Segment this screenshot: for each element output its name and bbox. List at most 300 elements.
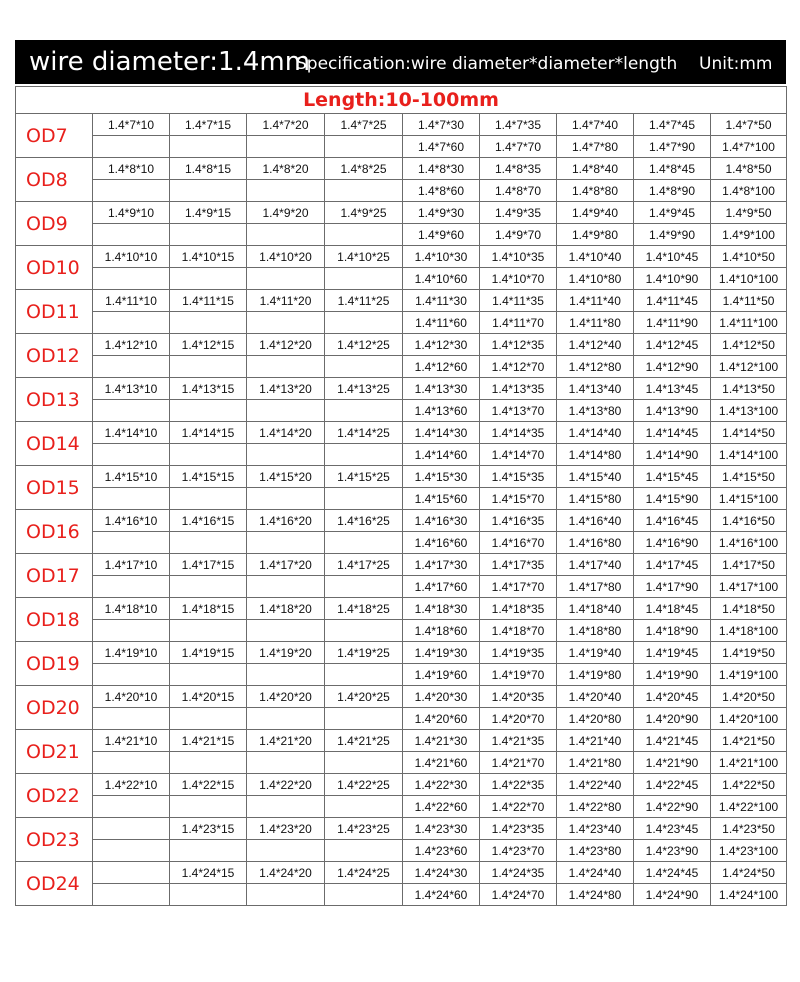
spec-cell: 1.4*17*30	[403, 554, 480, 576]
spec-cell: 1.4*21*70	[480, 752, 557, 774]
spec-cell: 1.4*10*60	[403, 268, 480, 290]
spec-cell: 1.4*15*80	[557, 488, 634, 510]
unit-text: Unit:mm	[699, 54, 773, 74]
spec-cell	[93, 620, 170, 642]
spec-cell: 1.4*20*100	[711, 708, 787, 730]
spec-cell: 1.4*20*80	[557, 708, 634, 730]
od-label: OD13	[16, 378, 93, 422]
spec-cell: 1.4*17*45	[634, 554, 711, 576]
table-row	[16, 356, 787, 378]
spec-cell: 1.4*14*30	[403, 422, 480, 444]
table-row	[16, 752, 787, 774]
spec-cell	[170, 312, 247, 334]
spec-cell: 1.4*11*60	[403, 312, 480, 334]
spec-cell: 1.4*12*60	[403, 356, 480, 378]
spec-cell: 1.4*19*20	[247, 642, 325, 664]
spec-cell: 1.4*16*80	[557, 532, 634, 554]
spec-cell: 1.4*12*100	[711, 356, 787, 378]
spec-cell: 1.4*9*15	[170, 202, 247, 224]
spec-cell	[247, 884, 325, 906]
spec-cell: 1.4*16*30	[403, 510, 480, 532]
spec-cell: 1.4*12*80	[557, 356, 634, 378]
spec-cell: 1.4*24*15	[170, 862, 247, 884]
spec-cell	[247, 532, 325, 554]
spec-cell: 1.4*10*90	[634, 268, 711, 290]
spec-cell: 1.4*18*15	[170, 598, 247, 620]
spec-cell: 1.4*22*40	[557, 774, 634, 796]
spec-cell: 1.4*9*20	[247, 202, 325, 224]
spec-cell: 1.4*19*45	[634, 642, 711, 664]
spec-cell: 1.4*15*30	[403, 466, 480, 488]
table-row	[16, 444, 787, 466]
spec-cell: 1.4*20*40	[557, 686, 634, 708]
table-row	[16, 180, 787, 202]
spec-cell: 1.4*8*60	[403, 180, 480, 202]
table-row	[16, 466, 787, 488]
spec-cell	[170, 136, 247, 158]
spec-cell: 1.4*13*50	[711, 378, 787, 400]
spec-cell: 1.4*12*15	[170, 334, 247, 356]
spec-cell: 1.4*12*45	[634, 334, 711, 356]
spec-cell: 1.4*21*80	[557, 752, 634, 774]
table-row	[16, 246, 787, 268]
spec-cell: 1.4*23*40	[557, 818, 634, 840]
spec-cell: 1.4*15*35	[480, 466, 557, 488]
spec-cell: 1.4*24*90	[634, 884, 711, 906]
spec-cell: 1.4*23*25	[325, 818, 403, 840]
spec-cell: 1.4*18*90	[634, 620, 711, 642]
spec-cell: 1.4*11*100	[711, 312, 787, 334]
spec-cell: 1.4*16*45	[634, 510, 711, 532]
table-row	[16, 664, 787, 686]
spec-cell: 1.4*24*70	[480, 884, 557, 906]
od-label: OD11	[16, 290, 93, 334]
spec-cell: 1.4*23*30	[403, 818, 480, 840]
spec-cell: 1.4*18*80	[557, 620, 634, 642]
od-label: OD15	[16, 466, 93, 510]
spec-cell	[325, 664, 403, 686]
spec-cell	[170, 180, 247, 202]
spec-cell: 1.4*8*15	[170, 158, 247, 180]
spec-cell: 1.4*12*30	[403, 334, 480, 356]
spec-cell	[247, 488, 325, 510]
spec-cell: 1.4*24*80	[557, 884, 634, 906]
spec-cell: 1.4*11*10	[93, 290, 170, 312]
spec-cell	[325, 356, 403, 378]
spec-cell: 1.4*17*40	[557, 554, 634, 576]
spec-cell: 1.4*18*100	[711, 620, 787, 642]
spec-cell: 1.4*10*20	[247, 246, 325, 268]
spec-cell: 1.4*10*35	[480, 246, 557, 268]
spec-cell	[247, 400, 325, 422]
spec-cell	[93, 752, 170, 774]
od-label: OD22	[16, 774, 93, 818]
spec-cell	[93, 356, 170, 378]
spec-cell: 1.4*23*60	[403, 840, 480, 862]
spec-cell: 1.4*22*30	[403, 774, 480, 796]
spec-cell: 1.4*17*15	[170, 554, 247, 576]
spec-cell: 1.4*21*90	[634, 752, 711, 774]
spec-cell: 1.4*18*30	[403, 598, 480, 620]
spec-cell	[93, 664, 170, 686]
spec-cell: 1.4*13*35	[480, 378, 557, 400]
table-row	[16, 774, 787, 796]
table-row	[16, 840, 787, 862]
spec-cell: 1.4*7*35	[480, 114, 557, 136]
spec-cell: 1.4*9*45	[634, 202, 711, 224]
table-row	[16, 268, 787, 290]
spec-cell: 1.4*10*25	[325, 246, 403, 268]
spec-cell: 1.4*14*70	[480, 444, 557, 466]
spec-cell: 1.4*8*30	[403, 158, 480, 180]
table-row	[16, 378, 787, 400]
spec-cell	[93, 576, 170, 598]
spec-cell: 1.4*7*15	[170, 114, 247, 136]
spec-cell	[325, 752, 403, 774]
spec-cell: 1.4*15*90	[634, 488, 711, 510]
od-label: OD23	[16, 818, 93, 862]
spec-cell: 1.4*11*90	[634, 312, 711, 334]
spec-cell: 1.4*12*25	[325, 334, 403, 356]
spec-cell	[247, 796, 325, 818]
spec-cell: 1.4*18*35	[480, 598, 557, 620]
spec-cell: 1.4*19*35	[480, 642, 557, 664]
spec-cell: 1.4*14*35	[480, 422, 557, 444]
specification-text: Specification:wire diameter*diameter*length	[296, 54, 678, 74]
spec-cell: 1.4*9*25	[325, 202, 403, 224]
spec-cell	[170, 884, 247, 906]
table-row	[16, 620, 787, 642]
spec-cell: 1.4*15*70	[480, 488, 557, 510]
table-row	[16, 708, 787, 730]
spec-cell: 1.4*7*50	[711, 114, 787, 136]
spec-cell	[325, 620, 403, 642]
spec-cell: 1.4*23*90	[634, 840, 711, 862]
spec-cell: 1.4*11*20	[247, 290, 325, 312]
spec-cell: 1.4*16*15	[170, 510, 247, 532]
table-row	[16, 796, 787, 818]
od-label: OD20	[16, 686, 93, 730]
spec-cell: 1.4*18*70	[480, 620, 557, 642]
spec-table-body	[16, 87, 787, 906]
spec-cell: 1.4*8*80	[557, 180, 634, 202]
spec-cell: 1.4*16*50	[711, 510, 787, 532]
spec-cell: 1.4*7*20	[247, 114, 325, 136]
spec-cell: 1.4*9*40	[557, 202, 634, 224]
spec-cell: 1.4*22*70	[480, 796, 557, 818]
spec-cell: 1.4*13*60	[403, 400, 480, 422]
spec-cell: 1.4*13*40	[557, 378, 634, 400]
spec-cell: 1.4*12*70	[480, 356, 557, 378]
spec-cell: 1.4*17*10	[93, 554, 170, 576]
spec-cell	[325, 444, 403, 466]
od-label: OD24	[16, 862, 93, 906]
spec-cell: 1.4*13*100	[711, 400, 787, 422]
spec-cell: 1.4*17*60	[403, 576, 480, 598]
spec-cell	[247, 268, 325, 290]
spec-cell: 1.4*7*60	[403, 136, 480, 158]
od-label: OD7	[16, 114, 93, 158]
table-row	[16, 202, 787, 224]
spec-cell: 1.4*23*100	[711, 840, 787, 862]
spec-cell: 1.4*13*30	[403, 378, 480, 400]
table-row	[16, 334, 787, 356]
od-label: OD8	[16, 158, 93, 202]
spec-cell	[325, 796, 403, 818]
spec-cell: 1.4*13*80	[557, 400, 634, 422]
spec-table	[15, 86, 787, 906]
table-row	[16, 290, 787, 312]
table-row	[16, 686, 787, 708]
spec-cell: 1.4*16*90	[634, 532, 711, 554]
spec-cell: 1.4*20*15	[170, 686, 247, 708]
spec-cell: 1.4*22*100	[711, 796, 787, 818]
od-label: OD19	[16, 642, 93, 686]
spec-cell: 1.4*13*45	[634, 378, 711, 400]
spec-cell: 1.4*8*100	[711, 180, 787, 202]
spec-cell: 1.4*21*50	[711, 730, 787, 752]
spec-cell: 1.4*10*100	[711, 268, 787, 290]
spec-cell: 1.4*24*100	[711, 884, 787, 906]
spec-cell: 1.4*10*10	[93, 246, 170, 268]
spec-cell: 1.4*10*45	[634, 246, 711, 268]
table-row	[16, 312, 787, 334]
spec-cell: 1.4*19*25	[325, 642, 403, 664]
od-label: OD9	[16, 202, 93, 246]
spec-cell	[247, 752, 325, 774]
spec-cell: 1.4*11*40	[557, 290, 634, 312]
table-row	[16, 136, 787, 158]
spec-cell: 1.4*15*15	[170, 466, 247, 488]
spec-cell: 1.4*17*100	[711, 576, 787, 598]
spec-cell: 1.4*23*80	[557, 840, 634, 862]
spec-cell: 1.4*13*25	[325, 378, 403, 400]
spec-cell: 1.4*11*25	[325, 290, 403, 312]
spec-cell: 1.4*18*45	[634, 598, 711, 620]
spec-cell: 1.4*13*90	[634, 400, 711, 422]
spec-cell: 1.4*9*60	[403, 224, 480, 246]
spec-cell: 1.4*9*80	[557, 224, 634, 246]
table-row	[16, 884, 787, 906]
table-row	[16, 224, 787, 246]
spec-cell: 1.4*14*45	[634, 422, 711, 444]
spec-cell: 1.4*23*20	[247, 818, 325, 840]
spec-cell: 1.4*14*25	[325, 422, 403, 444]
spec-cell: 1.4*22*25	[325, 774, 403, 796]
od-label: OD18	[16, 598, 93, 642]
spec-cell: 1.4*22*45	[634, 774, 711, 796]
spec-cell: 1.4*19*30	[403, 642, 480, 664]
spec-cell: 1.4*17*20	[247, 554, 325, 576]
spec-cell	[247, 444, 325, 466]
spec-cell: 1.4*8*50	[711, 158, 787, 180]
spec-cell: 1.4*18*25	[325, 598, 403, 620]
spec-cell	[170, 224, 247, 246]
spec-cell: 1.4*20*30	[403, 686, 480, 708]
spec-cell: 1.4*21*20	[247, 730, 325, 752]
spec-cell: 1.4*14*80	[557, 444, 634, 466]
spec-cell	[247, 664, 325, 686]
spec-cell: 1.4*21*35	[480, 730, 557, 752]
spec-cell	[247, 356, 325, 378]
spec-cell: 1.4*14*90	[634, 444, 711, 466]
spec-cell	[247, 136, 325, 158]
spec-cell: 1.4*22*35	[480, 774, 557, 796]
spec-cell: 1.4*10*50	[711, 246, 787, 268]
spec-cell	[93, 488, 170, 510]
spec-cell: 1.4*21*60	[403, 752, 480, 774]
spec-cell: 1.4*16*70	[480, 532, 557, 554]
spec-cell: 1.4*8*20	[247, 158, 325, 180]
spec-cell: 1.4*24*35	[480, 862, 557, 884]
spec-cell	[93, 884, 170, 906]
spec-cell: 1.4*8*10	[93, 158, 170, 180]
spec-cell: 1.4*15*60	[403, 488, 480, 510]
spec-cell	[93, 818, 170, 840]
spec-cell: 1.4*19*10	[93, 642, 170, 664]
table-row	[16, 642, 787, 664]
spec-cell: 1.4*17*90	[634, 576, 711, 598]
spec-cell: 1.4*10*70	[480, 268, 557, 290]
spec-cell: 1.4*20*50	[711, 686, 787, 708]
od-label: OD10	[16, 246, 93, 290]
spec-cell: 1.4*7*70	[480, 136, 557, 158]
table-row	[16, 862, 787, 884]
table-row	[16, 114, 787, 136]
spec-cell	[170, 840, 247, 862]
spec-cell: 1.4*24*45	[634, 862, 711, 884]
spec-cell: 1.4*17*35	[480, 554, 557, 576]
spec-cell: 1.4*21*15	[170, 730, 247, 752]
spec-cell	[247, 840, 325, 862]
spec-cell: 1.4*13*10	[93, 378, 170, 400]
spec-cell: 1.4*18*50	[711, 598, 787, 620]
spec-cell: 1.4*22*10	[93, 774, 170, 796]
spec-cell: 1.4*14*10	[93, 422, 170, 444]
od-label: OD21	[16, 730, 93, 774]
spec-cell: 1.4*13*15	[170, 378, 247, 400]
spec-cell	[170, 488, 247, 510]
spec-cell: 1.4*23*35	[480, 818, 557, 840]
spec-cell: 1.4*19*60	[403, 664, 480, 686]
spec-cell	[325, 312, 403, 334]
spec-cell: 1.4*18*40	[557, 598, 634, 620]
spec-cell	[93, 862, 170, 884]
spec-cell	[325, 136, 403, 158]
spec-cell: 1.4*22*90	[634, 796, 711, 818]
spec-cell	[170, 356, 247, 378]
spec-cell	[325, 884, 403, 906]
spec-cell: 1.4*20*60	[403, 708, 480, 730]
spec-cell: 1.4*9*50	[711, 202, 787, 224]
spec-cell: 1.4*19*40	[557, 642, 634, 664]
spec-cell: 1.4*13*20	[247, 378, 325, 400]
spec-cell	[170, 532, 247, 554]
spec-cell: 1.4*16*25	[325, 510, 403, 532]
table-row	[16, 510, 787, 532]
spec-cell: 1.4*21*45	[634, 730, 711, 752]
spec-cell: 1.4*15*45	[634, 466, 711, 488]
spec-cell: 1.4*18*60	[403, 620, 480, 642]
spec-cell	[247, 312, 325, 334]
spec-cell: 1.4*10*15	[170, 246, 247, 268]
spec-cell: 1.4*16*100	[711, 532, 787, 554]
spec-cell: 1.4*13*70	[480, 400, 557, 422]
spec-cell: 1.4*7*45	[634, 114, 711, 136]
spec-cell: 1.4*9*35	[480, 202, 557, 224]
spec-cell: 1.4*21*100	[711, 752, 787, 774]
spec-cell: 1.4*21*25	[325, 730, 403, 752]
spec-cell: 1.4*19*100	[711, 664, 787, 686]
spec-cell: 1.4*12*90	[634, 356, 711, 378]
spec-cell	[247, 620, 325, 642]
table-row	[16, 400, 787, 422]
spec-cell: 1.4*11*50	[711, 290, 787, 312]
spec-cell: 1.4*24*20	[247, 862, 325, 884]
spec-cell: 1.4*9*100	[711, 224, 787, 246]
wire-diameter-title: wire diameter:1.4mm	[29, 47, 311, 77]
spec-cell	[247, 180, 325, 202]
spec-cell: 1.4*17*80	[557, 576, 634, 598]
spec-cell	[325, 708, 403, 730]
spec-cell: 1.4*20*10	[93, 686, 170, 708]
spec-cell	[170, 796, 247, 818]
spec-cell: 1.4*11*80	[557, 312, 634, 334]
spec-cell: 1.4*24*25	[325, 862, 403, 884]
spec-cell: 1.4*19*50	[711, 642, 787, 664]
spec-cell	[170, 268, 247, 290]
length-label: Length:10-100mm	[16, 87, 787, 114]
spec-cell: 1.4*20*25	[325, 686, 403, 708]
spec-cell: 1.4*9*70	[480, 224, 557, 246]
header-bar	[15, 40, 786, 84]
spec-cell: 1.4*9*90	[634, 224, 711, 246]
spec-cell: 1.4*17*50	[711, 554, 787, 576]
spec-cell	[93, 796, 170, 818]
spec-cell	[93, 444, 170, 466]
spec-cell	[170, 708, 247, 730]
spec-cell: 1.4*7*90	[634, 136, 711, 158]
spec-cell: 1.4*15*10	[93, 466, 170, 488]
spec-cell	[325, 268, 403, 290]
table-row	[16, 598, 787, 620]
spec-cell	[170, 664, 247, 686]
spec-cell: 1.4*23*70	[480, 840, 557, 862]
spec-cell: 1.4*7*30	[403, 114, 480, 136]
spec-cell	[325, 840, 403, 862]
spec-cell: 1.4*24*40	[557, 862, 634, 884]
spec-cell	[93, 708, 170, 730]
spec-cell: 1.4*15*25	[325, 466, 403, 488]
spec-cell: 1.4*8*70	[480, 180, 557, 202]
spec-cell: 1.4*16*10	[93, 510, 170, 532]
spec-cell	[93, 136, 170, 158]
spec-cell	[247, 576, 325, 598]
spec-cell	[93, 224, 170, 246]
spec-cell	[93, 400, 170, 422]
table-row	[16, 488, 787, 510]
spec-cell: 1.4*22*60	[403, 796, 480, 818]
spec-cell	[325, 488, 403, 510]
spec-cell: 1.4*7*80	[557, 136, 634, 158]
spec-cell: 1.4*14*15	[170, 422, 247, 444]
table-row	[16, 818, 787, 840]
table-row	[16, 554, 787, 576]
spec-cell: 1.4*10*30	[403, 246, 480, 268]
spec-cell: 1.4*20*35	[480, 686, 557, 708]
spec-cell: 1.4*14*100	[711, 444, 787, 466]
spec-cell	[325, 400, 403, 422]
